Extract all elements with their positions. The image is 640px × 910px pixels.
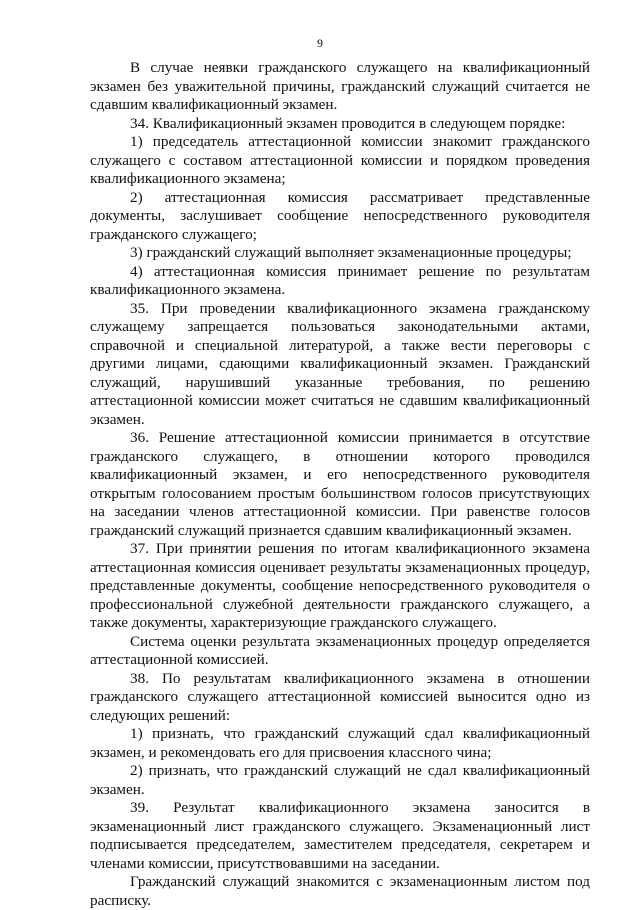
paragraph-34-item-3: 3) гражданский служащий выполняет экзаменационные процедуры; — [130, 244, 572, 261]
paragraph-absence-rule: В случае неявки гражданского служащего на квалификационный экзамен без уважительной причины, гражданский служащий считается не сдавшим квалификационный экзамен. — [90, 59, 590, 113]
paragraph-38-item-1: 1) признать, что гражданский служащий сдал квалификационный экзамен, и рекомендовать его для присвоения классного чина; — [90, 725, 590, 761]
paragraph-39: 39. Результат квалификационного экзамена заносится в экзаменационный лист гражданского служащего. Экзаменационный лист подписывается председателем, заместителем председателя, секретарем и членами комиссии, присутствовавшими на заседании. — [90, 799, 590, 872]
paragraph-38-item-2: 2) признать, что гражданский служащий не сдал квалификационный экзамен. — [90, 762, 590, 798]
paragraph-34-item-1: 1) председатель аттестационной комиссии знакомит гражданского служащего с составом аттестационной комиссии и порядком проведения квалификационного экзамена; — [90, 133, 590, 187]
paragraph-36: 36. Решение аттестационной комиссии принимается в отсутствие гражданского служащего, в отношении которого проводился квалификационный экзамен, и его непосредственного руководителя открытым голосованием простым большинством голосов присутствующих на заседании членов аттестационной комиссии. При равенстве голосов гражданский служащий признается сдавшим квалификационный экзамен. — [90, 429, 590, 539]
paragraph-37: 37. При принятии решения по итогам квалификационного экзамена аттестационная комиссия оценивает результаты экзаменационных процедур, представленные документы, сообщение непосредственного руководителя о профессиональной служебной деятельности гражданского служащего, а также документы, характеризующие гражданского служащего. — [90, 540, 590, 631]
page-number: 9 — [317, 36, 323, 50]
paragraph-evaluation-system: Система оценки результата экзаменационных процедур определяется аттестационной комиссией. — [90, 632, 590, 668]
paragraph-acquaintance: Гражданский служащий знакомится с экзаменационным листом под расписку. — [90, 873, 590, 909]
paragraph-34-item-2: 2) аттестационная комиссия рассматривает представленные документы, заслушивает сообщение непосредственного руководителя гражданского служащего; — [90, 188, 590, 243]
paragraph-38-intro: 38. По результатам квалификационного экзамена в отношении гражданского служащего аттестационной комиссией выносится одно из следующих решений: — [90, 669, 590, 724]
paragraph-34-intro: 34. Квалификационный экзамен проводится в следующем порядке: — [130, 114, 566, 132]
paragraph-35: 35. При проведении квалификационного экзамена гражданскому служащему запрещается пользоваться законодательными актами, справочной и специальной литературой, а также вести переговоры с другими лицами, сдающими квалификационный экзамен. Гражданский служащий, нарушивший указанные требования, по решению аттестационной комиссии может считаться не сдавшим квалификационный экзамен. — [90, 299, 590, 428]
paragraph-34-item-4: 4) аттестационная комиссия принимает решение по результатам квалификационного экзамена. — [90, 262, 590, 298]
document-body — [90, 59, 590, 910]
